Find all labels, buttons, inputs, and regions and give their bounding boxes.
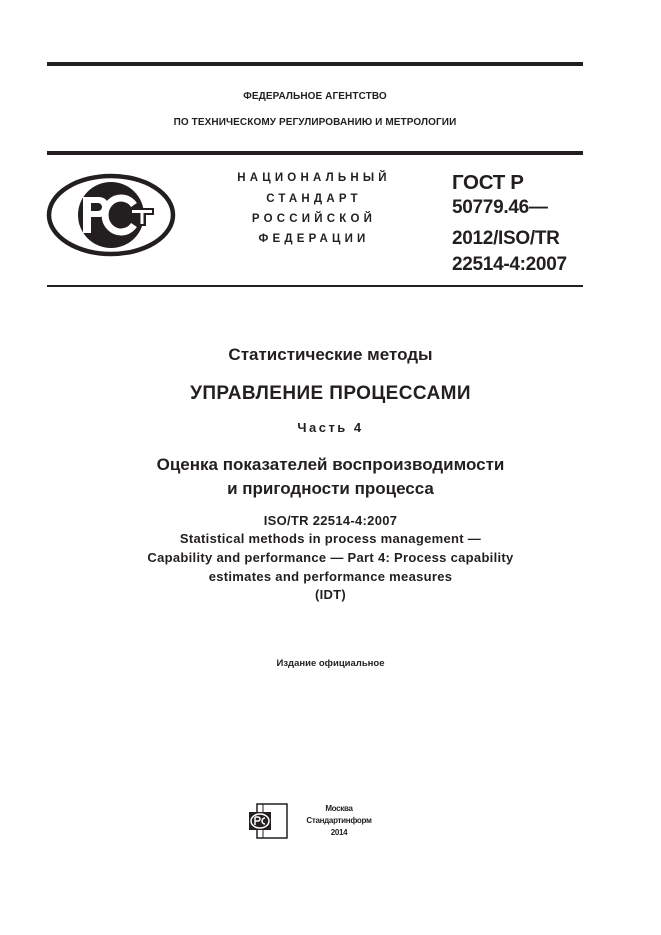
publisher-city: Москва: [325, 804, 353, 813]
gost-line-3: 2012/ISO/TR: [452, 228, 560, 249]
national-line-4: ФЕДЕРАЦИИ: [258, 233, 370, 245]
national-line-1: НАЦИОНАЛЬНЫЙ: [237, 172, 391, 184]
header-rule: [47, 151, 583, 155]
national-line-2: СТАНДАРТ: [266, 193, 362, 205]
publisher-name: Стандартинформ: [306, 816, 372, 825]
gost-line-1: ГОСТ Р: [452, 171, 524, 194]
publisher-year: 2014: [330, 828, 348, 837]
national-line-3: РОССИЙСКОЙ: [251, 213, 377, 225]
iso-line-2: Statistical methods in process management —: [179, 531, 482, 546]
subtitle-line-1: Оценка показателей воспроизводимости: [156, 455, 505, 474]
title-group: Статистические методы: [228, 345, 433, 364]
agency-line-1: ФЕДЕРАЛЬНОЕ АГЕНТСТВО: [243, 91, 387, 102]
iso-line-4: estimates and performance measures: [208, 569, 453, 584]
title-main: УПРАВЛЕНИЕ ПРОЦЕССАМИ: [190, 383, 471, 404]
standartinform-logo-icon: [248, 803, 288, 839]
subtitle-line-2: и пригодности процесса: [227, 479, 434, 498]
edition-note: Издание официальное: [276, 658, 385, 669]
iso-line-1: ISO/TR 22514-4:2007: [263, 513, 398, 528]
standard-rule: [47, 285, 583, 287]
top-rule: [47, 62, 583, 66]
title-part: Часть 4: [297, 420, 364, 435]
gost-line-2: 50779.46—: [452, 197, 548, 218]
iso-line-3: Capability and performance — Part 4: Process capability: [147, 550, 514, 565]
rostest-logo-icon: [46, 173, 176, 257]
agency-line-2: ПО ТЕХНИЧЕСКОМУ РЕГУЛИРОВАНИЮ И МЕТРОЛОГИИ: [173, 117, 457, 128]
iso-line-5: (IDT): [314, 587, 347, 602]
gost-line-4: 22514-4:2007: [452, 254, 567, 275]
